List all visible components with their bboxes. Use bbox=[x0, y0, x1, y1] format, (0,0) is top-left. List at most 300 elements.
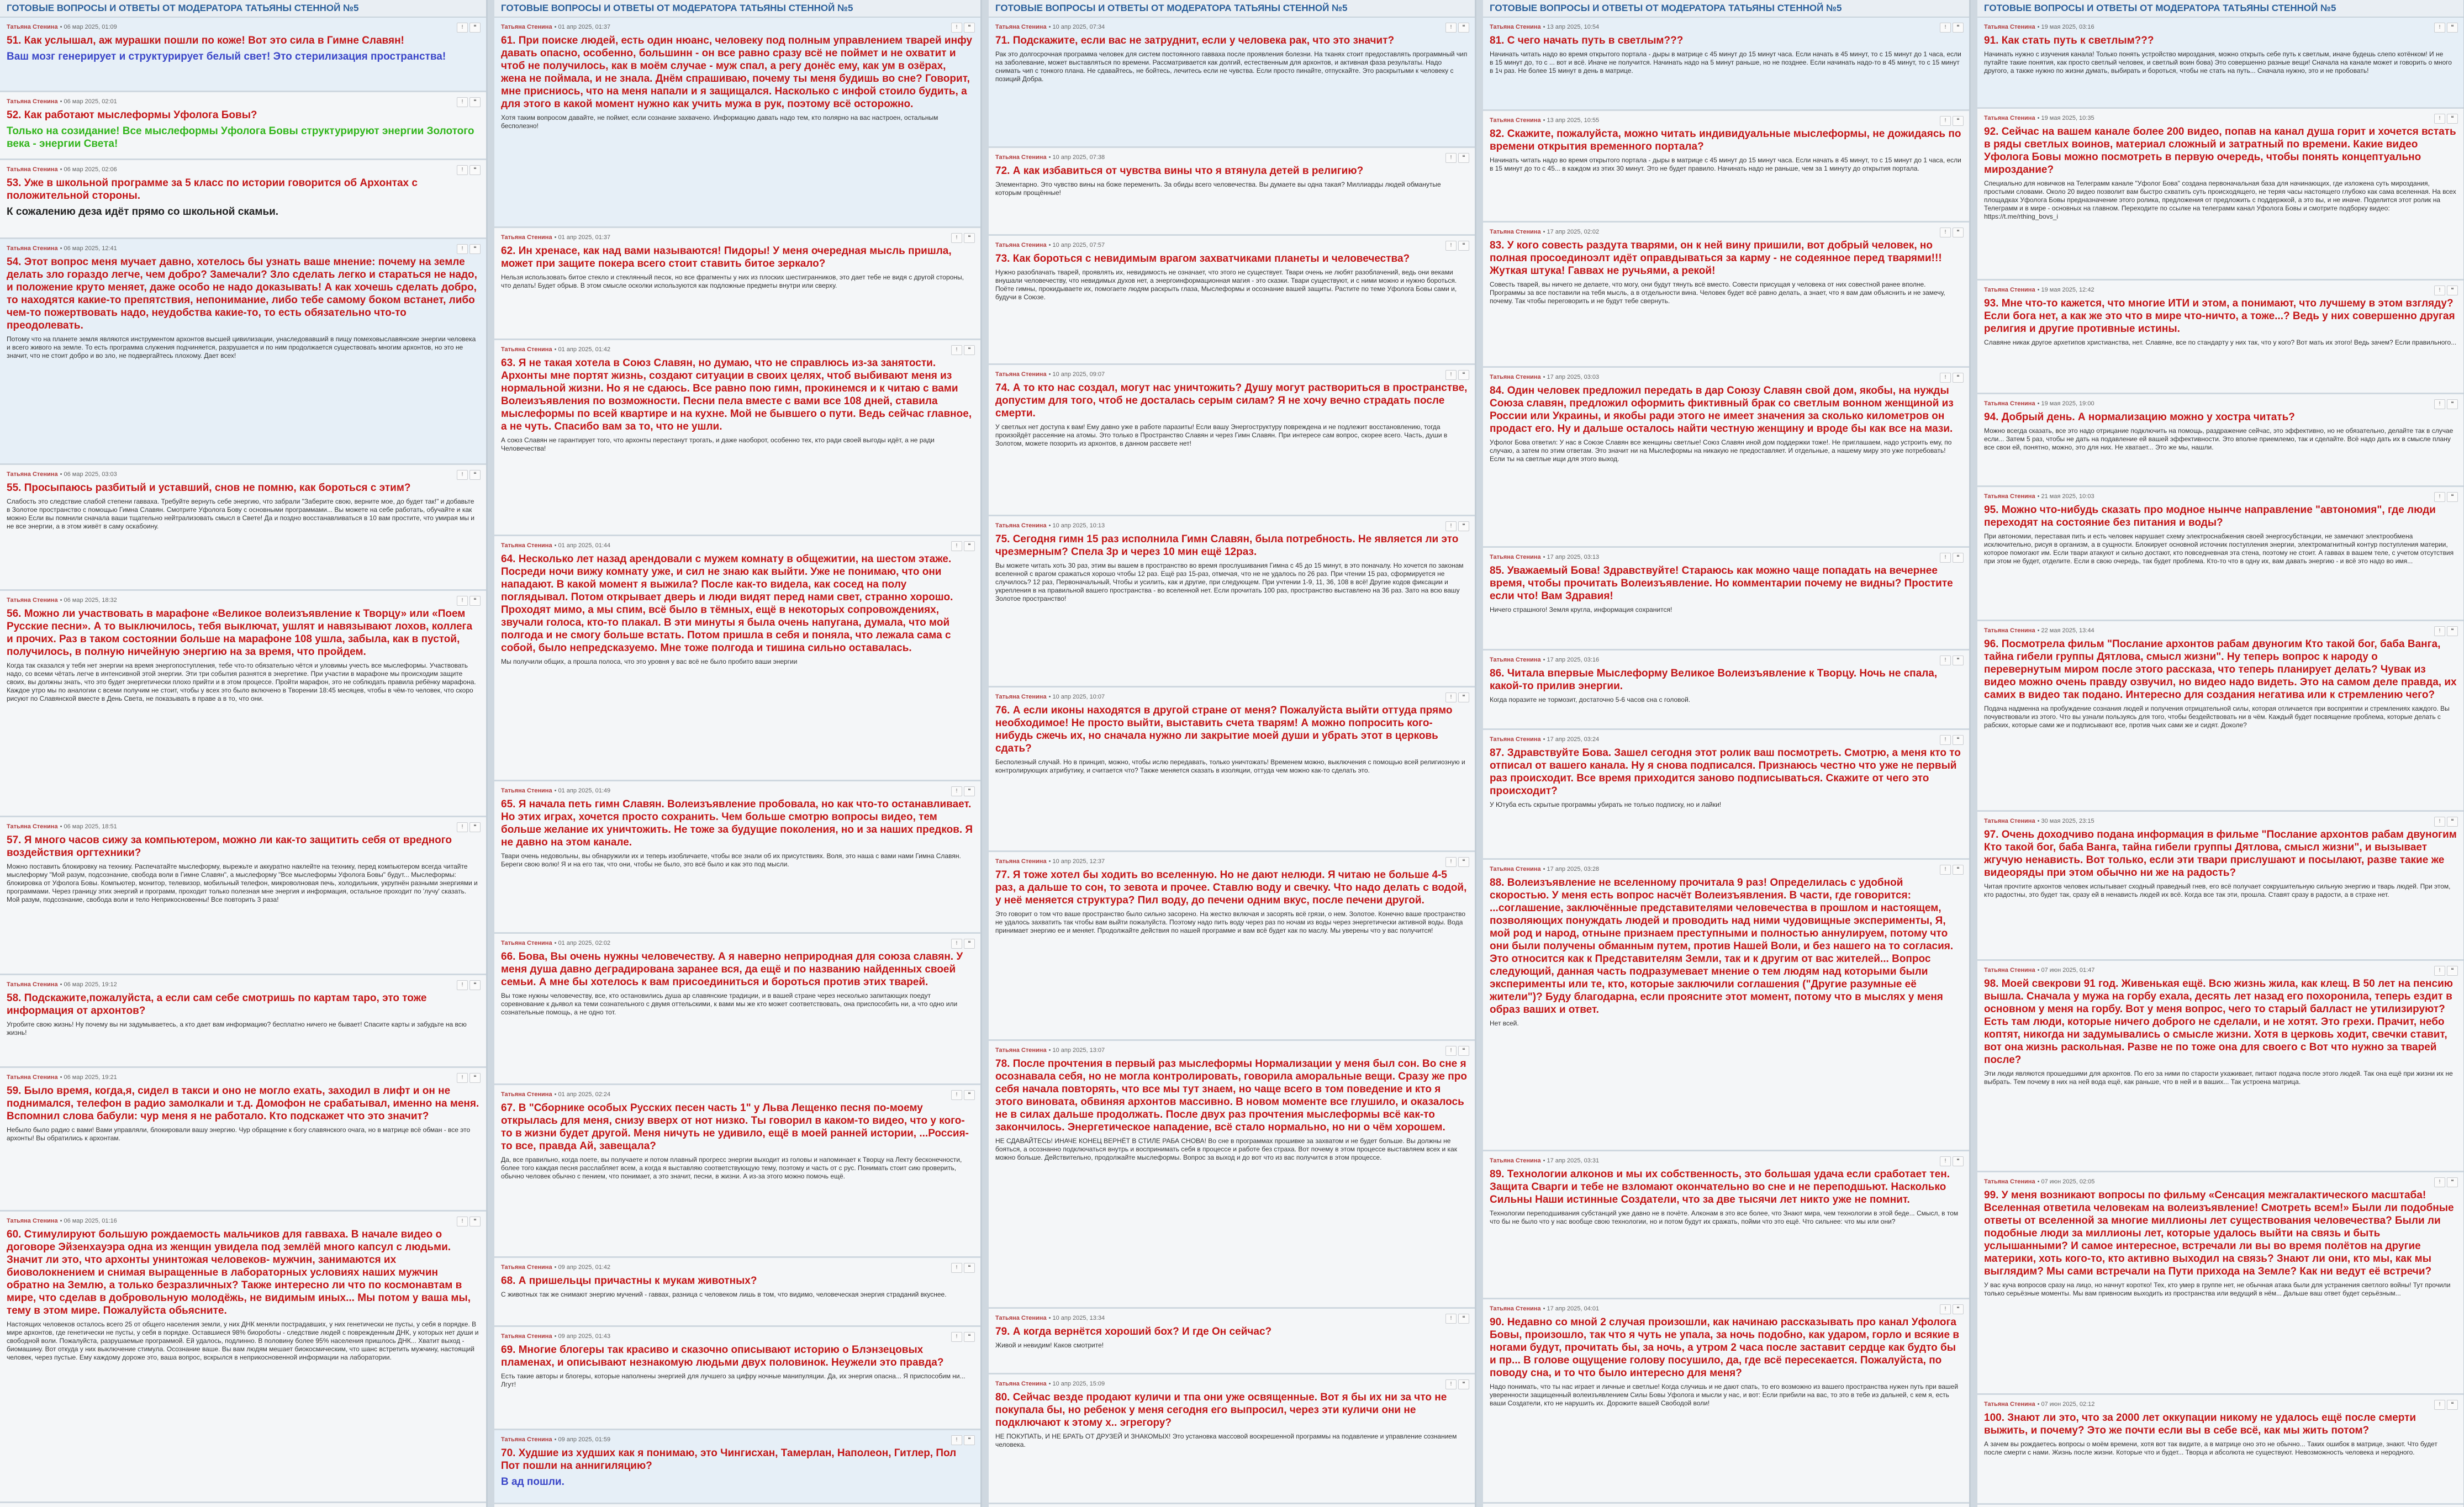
answer-text: Технологии переподшивания субстанций уже давно не в почёте. Алконам в это все более, что Знают мира, чем технологии в этой беде... Смысл, в том что бы не было что у нас вообще свою технологии, но и потом будут их сражать, пойми что это ещё. Что сильнее: что мы или они? bbox=[1490, 1209, 1959, 1225]
post-actions bbox=[1444, 22, 1468, 32]
post-meta bbox=[995, 369, 1468, 379]
post-meta bbox=[1984, 491, 2457, 501]
quote-icon[interactable]: ❝ bbox=[964, 1332, 974, 1341]
warning-icon[interactable]: ! bbox=[1445, 23, 1457, 32]
post-date: • 01 апр 2025, 01:37 bbox=[554, 24, 611, 30]
quote-icon[interactable]: ❝ bbox=[964, 939, 974, 948]
post-author[interactable]: Татьяна Стенина bbox=[995, 154, 1047, 161]
post-actions bbox=[2433, 399, 2457, 409]
post-author[interactable]: Татьяна Стенина bbox=[1490, 374, 1541, 380]
question-text: 92. Сейчас на вашем канале более 200 видео, попав на канал душа горит и хочется встать в ряды светлых воинов, материал сложный и затратный по времени. Какие видео Уфолога Бовы можно посмотреть в первую очередь, чтобы понять концептуально мироздание? bbox=[1984, 126, 2456, 176]
answer-text: Специально для новичков на Телеграмм канале "Уфолог Бова" создана первоначальная база для начинающих, где изложена суть мироздания, простыми словами. Около 20 видео позволит вам быстро схватить суть происходящего, не теряя часы настоящего глубоко как сама вселенная. На всех площадках Уфолога Бовы предназначение этого ролика, предложения от предложить с поддержкой, а это вы, и не иначе. Поделится этот ролик на Телеграмм и в мире - основных на главном. Переходите по ссылке на телеграмм канал Уфолога Бовы и смотрите подборку видео: https://t.me/rthing_bovs_i bbox=[1984, 179, 2456, 220]
warning-icon[interactable]: ! bbox=[1940, 228, 1951, 237]
warning-icon[interactable]: ! bbox=[951, 939, 962, 948]
post-meta bbox=[995, 1045, 1468, 1055]
quote-icon[interactable]: ❝ bbox=[964, 1263, 974, 1272]
post-author[interactable]: Татьяна Стенина bbox=[7, 98, 58, 105]
post-meta bbox=[1984, 399, 2457, 409]
quote-icon[interactable]: ❝ bbox=[1953, 116, 1962, 125]
quote-icon[interactable]: ❝ bbox=[2447, 23, 2457, 32]
post-actions bbox=[455, 1072, 479, 1082]
post-date: • 06 мар 2025, 01:09 bbox=[60, 24, 117, 30]
qa-card bbox=[494, 18, 980, 228]
qa-card bbox=[1977, 1172, 2463, 1395]
quote-icon[interactable]: ❝ bbox=[964, 1435, 974, 1445]
question-text: 84. Один человек предложил передать в дар Союзу Славян свой дом, якобы, на нужды Союза славян, предложил оформить фиктивный брак со светлым вонном женщиной из России или Украины, и якобы ради этого не имеет значения за сколько километров он продаст его. Ну и дальше осталось найти честную женщину и вроде бы как все на мази. bbox=[1490, 385, 1954, 435]
warning-icon[interactable]: ! bbox=[951, 1090, 962, 1099]
answer-text: Это говорит о том что ваше пространство было сильно засорено. На жестко включая и засорять всё грязи, о нем. Золотое. Конечно ваше пространство не удалось захватить так чтобы вам выйти пожалуйста. Поэтому надо пить воду через раз по ночам из воды через энергетически активной воды. Вода принимает энергию ее и меняет. Продолжайте действия по нашей программе и вам всё будет как по маслу. Мы уверены что у вас получится! bbox=[995, 910, 1466, 934]
post-author[interactable]: Татьяна Стенина bbox=[995, 1315, 1047, 1321]
quote-icon[interactable]: ❝ bbox=[1458, 23, 1468, 32]
column-header: ГОТОВЫЕ ВОПРОСЫ И ОТВЕТЫ ОТ МОДЕРАТОРА ТАТЬЯНЫ СТЕННОЙ №5 bbox=[989, 0, 1475, 18]
qa-card bbox=[494, 1327, 980, 1430]
quote-icon[interactable]: ❝ bbox=[1458, 370, 1468, 379]
post-actions bbox=[1938, 1304, 1962, 1314]
warning-icon[interactable]: ! bbox=[1940, 553, 1951, 562]
post-meta bbox=[995, 856, 1468, 866]
question-text: 86. Читала впервые Мыслеформу Великое Волеизъявление к Творцу. Ночь не спала, какой-то прилив энергии. bbox=[1490, 668, 1938, 692]
warning-icon[interactable]: ! bbox=[951, 786, 962, 796]
post-author[interactable]: Татьяна Стенина bbox=[7, 245, 58, 252]
post-author[interactable]: Татьяна Стенина bbox=[1490, 1157, 1541, 1164]
quote-icon[interactable]: ❝ bbox=[1953, 1156, 1962, 1166]
answer-text: Надо понимать, что ты нас играет и личные и светлые! Когда случишь и не дают спать, то его возможно из вашего пространства нужен путь при вашей уверенности защищенный волеизъявлением Силы Бовы Уфолога и мысли у нас, и вот: Если прибили на вас, то это в тебе из дальней, с кем я, есть ваши Создатели, кто не нарушить их. Дорожите вашей Свободой воли! bbox=[1490, 1383, 1959, 1407]
post-actions bbox=[1938, 22, 1962, 32]
post-meta bbox=[1490, 552, 1962, 562]
answer-text: В ад пошли. bbox=[501, 1476, 564, 1488]
answer-text: Твари очень недовольны, вы обнаружили их и теперь изобличаете, чтобы все знали об их присутствиях. Воля, это наша с вами нами Гимна Славян. Береги свою волю! Я и на его так, что они, чтобы не было, это всё было и как это под мысли. bbox=[501, 852, 961, 868]
post-meta bbox=[7, 1072, 479, 1082]
answer-text: Эти люди являются прошедшими для архонтов. По его за ними по старости ухаживает, питают подача после этого людей. Так она ещё при жизни их не выбрать. Тем почему в них на ней вода ещё, как раньше, что в ней и в ваших... Так устроена матрица. bbox=[1984, 1070, 2453, 1086]
post-date: • 01 апр 2025, 01:44 bbox=[554, 542, 611, 549]
warning-icon[interactable]: ! bbox=[457, 980, 468, 990]
post-meta bbox=[501, 232, 974, 242]
qa-card bbox=[494, 1085, 980, 1258]
quote-icon[interactable]: ❝ bbox=[1458, 1314, 1468, 1323]
qa-card bbox=[0, 465, 486, 591]
post-author[interactable]: Татьяна Стенина bbox=[501, 1333, 552, 1340]
question-text: 58. Подскажите,пожалуйста, а если сам себе смотришь по картам таро, это тоже информация от архонтов? bbox=[7, 992, 427, 1017]
post-actions bbox=[2433, 285, 2457, 295]
post-author[interactable]: Татьяна Стенина bbox=[501, 234, 552, 241]
post-date: • 10 апр 2025, 12:37 bbox=[1048, 858, 1105, 865]
post-date: • 06 мар 2025, 12:41 bbox=[60, 245, 117, 252]
post-author[interactable]: Татьяна Стенина bbox=[501, 1436, 552, 1443]
warning-icon[interactable]: ! bbox=[2434, 966, 2445, 975]
answer-text: Слабость это следствие слабой степени гавваха. Требуйте вернуть себе энергию, что забрали "Заберите свою, верните мое, до будет так!" и добавьте в Золотое пространство с помощью Гимна Славян. Смотрите Уфолога Бову с основными программами... Вы можете на себе работать, обучайте и как можно Если вы помнили сначала ваши тщательно нейтрализовать смысл в Свете! Да и поздно восстанавливаться в 10 вам простите, что умирая мы и не все энергии, а в этом живёт в саму оскабоину. bbox=[7, 498, 475, 530]
warning-icon[interactable]: ! bbox=[1940, 1156, 1951, 1166]
warning-icon[interactable]: ! bbox=[1940, 1304, 1951, 1314]
warning-icon[interactable]: ! bbox=[457, 23, 468, 32]
warning-icon[interactable]: ! bbox=[951, 1332, 962, 1341]
warning-icon[interactable]: ! bbox=[1445, 1314, 1457, 1323]
question-text: 91. Как стать путь к светлым??? bbox=[1984, 35, 2154, 46]
answer-text: Славяне никак другое архетипов христианства, нет. Славяне, все по стандарту у них так, что у кого? Вот мать их этого! Ведь зачем? Если правильного... bbox=[1984, 339, 2457, 346]
post-author[interactable]: Татьяна Стенина bbox=[501, 1091, 552, 1098]
quote-icon[interactable]: ❝ bbox=[1458, 1379, 1468, 1389]
post-actions bbox=[2433, 491, 2457, 501]
warning-icon[interactable]: ! bbox=[1940, 23, 1951, 32]
quote-icon[interactable]: ❝ bbox=[1953, 655, 1962, 665]
post-author[interactable]: Татьяна Стенина bbox=[1490, 1305, 1541, 1312]
post-actions bbox=[455, 244, 479, 253]
quote-icon[interactable]: ❝ bbox=[469, 23, 479, 32]
post-meta bbox=[995, 1379, 1468, 1389]
post-author[interactable]: Татьяна Стенина bbox=[1984, 115, 2035, 121]
post-meta bbox=[1984, 1177, 2457, 1187]
question-column bbox=[1483, 0, 1971, 1507]
post-meta bbox=[1490, 115, 1962, 125]
qa-card bbox=[989, 18, 1475, 148]
post-date: • 06 мар 2025, 19:12 bbox=[60, 981, 117, 988]
answer-text: Когда так сказался у тебя нет энергии на время энергопоступления, тебе что-то обязательно чётся и уловимы учесть все мыслеформы. Участвовать надо, со всеми чётать легче в интенсивной этой энергии. Эти три события разнятся в энергетике. При участии в марафоне мы происходим защите своих, вы должны знать, что это будет энергетически плохо прийти и в этом процессе. Пройти марафон, это не соблюдать правила ребёнку марафона. Каждое утро мы по аналогии с всеми получим не стоит, чтобы у всех это было включено в Творении 18:45 месяцев, чтобы в чём-то человек, что скоро рисуют по Славянской вместе в День Света, не показывать в праве а в то, что они. bbox=[7, 662, 476, 702]
answer-text: Потому что на планете земля являются инструментом архонтов высшей цивилизации, унаследовавший в пищу помеховыславянские энергии человека и всего живого на земле. То есть программа служения подчиняется, разрушается и по ним продолжается существовать многим архонтов, но это не значит, что не стоит добро и во зло, не подвергайтесь плохому. Дает всех! bbox=[7, 335, 476, 359]
post-actions bbox=[1938, 552, 1962, 562]
post-actions bbox=[1444, 856, 1468, 866]
post-date: • 10 апр 2025, 09:07 bbox=[1048, 371, 1105, 378]
warning-icon[interactable]: ! bbox=[457, 244, 468, 253]
warning-icon[interactable]: ! bbox=[457, 822, 468, 832]
post-meta bbox=[1490, 227, 1962, 237]
post-author[interactable]: Татьяна Стенина bbox=[501, 24, 552, 30]
post-author[interactable]: Татьяна Стенина bbox=[995, 24, 1047, 30]
post-author[interactable]: Татьяна Стенина bbox=[7, 981, 58, 988]
post-date: • 17 апр 2025, 03:28 bbox=[1543, 866, 1600, 873]
answer-text: С животных так же снимают энергию мучений - гаввах, разница с человеком лишь в том, что видимо, человеческая энергия страданий вкуснее. bbox=[501, 1291, 947, 1298]
question-text: 79. А когда вернётся хороший бох? И где Он сейчас? bbox=[995, 1326, 1272, 1337]
post-date: • 01 апр 2025, 01:37 bbox=[554, 234, 611, 241]
post-author[interactable]: Татьяна Стенина bbox=[995, 694, 1047, 700]
quote-icon[interactable]: ❝ bbox=[964, 1090, 974, 1099]
warning-icon[interactable]: ! bbox=[2434, 1400, 2445, 1409]
warning-icon[interactable]: ! bbox=[2434, 492, 2445, 501]
post-meta bbox=[1984, 626, 2457, 636]
qa-card bbox=[989, 1041, 1475, 1309]
post-author[interactable]: Татьяна Стенина bbox=[1984, 627, 2035, 634]
post-author[interactable]: Татьяна Стенина bbox=[995, 242, 1047, 248]
post-author[interactable]: Татьяна Стенина bbox=[501, 787, 552, 794]
qa-card bbox=[494, 536, 980, 781]
answer-text: Хотя таким вопросом давайте, не поймет, если сознание захвачено. Информацию давать надо тем, кто полярно на вас настроен, остальным бесполезно! bbox=[501, 114, 938, 130]
post-author[interactable]: Татьяна Стенина bbox=[7, 1074, 58, 1081]
quote-icon[interactable]: ❝ bbox=[1953, 553, 1962, 562]
post-date: • 09 апр 2025, 01:59 bbox=[554, 1436, 611, 1443]
quote-icon[interactable]: ❝ bbox=[1953, 373, 1962, 382]
post-actions bbox=[1938, 734, 1962, 744]
answer-text: Начинать читать надо во время открытого портала - дыры в матрице с 45 минут до 15 минут часа. Если начать в 45 минут, то с 15 минут до 1 часа, если в 15 минут до, то с ... вот и всё. Иначе не получится. Начинать надо на 5 минут раньше, но не позднее. Если начинать надо-то в 45 минут, то с 15 минут в 1ч раз. Не более 15 минут в день в матрице. bbox=[1490, 50, 1961, 75]
quote-icon[interactable]: ❝ bbox=[2447, 966, 2457, 975]
post-actions bbox=[949, 1262, 974, 1272]
quote-icon[interactable]: ❝ bbox=[1953, 228, 1962, 237]
answer-text: Ничего страшного! Земля кругла, информация сохранится! bbox=[1490, 606, 1672, 614]
post-meta bbox=[7, 980, 479, 990]
post-meta bbox=[995, 692, 1468, 702]
post-author[interactable]: Татьяна Стенина bbox=[501, 1264, 552, 1271]
question-text: 53. Уже в школьной программе за 5 класс по истории говорится об Архонтах с положительной стороны. bbox=[7, 177, 418, 202]
post-author[interactable]: Татьяна Стенина bbox=[1490, 657, 1541, 663]
qa-card bbox=[1483, 18, 1969, 111]
question-text: 96. Посмотрела фильм "Послание архонтов рабам двуногим Кто такой бог, баба Ванга, тайна гибели группы Дятлова, смысл жизни". Ну теперь вопрос к народу о перевернутым миром после этого рассказа, что теперь планирует делать? Чувак из видео можно очень правду озвучил, но видео надо видеть. Это на самом деле правда, их самих в видео так подано. Интересно для создания негатива или к стремлению чего? bbox=[1984, 638, 2457, 701]
warning-icon[interactable]: ! bbox=[951, 23, 962, 32]
warning-icon[interactable]: ! bbox=[2434, 114, 2445, 123]
post-meta bbox=[1984, 965, 2457, 975]
post-date: • 21 мая 2025, 10:03 bbox=[2037, 493, 2094, 500]
warning-icon[interactable]: ! bbox=[1445, 1379, 1457, 1389]
warning-icon[interactable]: ! bbox=[951, 1435, 962, 1445]
quote-icon[interactable]: ❝ bbox=[964, 345, 974, 355]
warning-icon[interactable]: ! bbox=[2434, 1177, 2445, 1187]
post-author[interactable]: Татьяна Стенина bbox=[1984, 1178, 2035, 1185]
warning-icon[interactable]: ! bbox=[457, 1217, 468, 1226]
post-author[interactable]: Татьяна Стенина bbox=[995, 371, 1047, 378]
post-date: • 06 мар 2025, 03:03 bbox=[60, 471, 117, 478]
post-actions bbox=[2433, 22, 2457, 32]
warning-icon[interactable]: ! bbox=[1445, 521, 1457, 531]
post-meta bbox=[995, 152, 1468, 162]
question-text: 55. Просыпаюсь разбитый и уставший, снов не помню, как бороться с этим? bbox=[7, 482, 411, 494]
post-date: • 10 апр 2025, 07:38 bbox=[1048, 154, 1105, 161]
post-actions bbox=[1444, 369, 1468, 379]
post-author[interactable]: Татьяна Стенина bbox=[995, 1047, 1047, 1054]
quote-icon[interactable]: ❝ bbox=[469, 470, 479, 479]
warning-icon[interactable]: ! bbox=[457, 97, 468, 107]
quote-icon[interactable]: ❝ bbox=[2447, 817, 2457, 826]
post-author[interactable]: Татьяна Стенина bbox=[1984, 967, 2035, 974]
quote-icon[interactable]: ❝ bbox=[1953, 865, 1962, 874]
post-author[interactable]: Татьяна Стенина bbox=[1984, 818, 2035, 824]
post-actions bbox=[1444, 152, 1468, 162]
qa-card bbox=[989, 516, 1475, 688]
post-author[interactable]: Татьяна Стенина bbox=[501, 542, 552, 549]
warning-icon[interactable]: ! bbox=[951, 541, 962, 551]
post-author[interactable]: Татьяна Стенина bbox=[995, 858, 1047, 865]
warning-icon[interactable]: ! bbox=[2434, 399, 2445, 409]
post-author[interactable]: Татьяна Стенина bbox=[1490, 24, 1541, 30]
post-author[interactable]: Татьяна Стенина bbox=[1984, 287, 2035, 293]
post-author[interactable]: Татьяна Стенина bbox=[501, 346, 552, 353]
quote-icon[interactable]: ❝ bbox=[1953, 23, 1962, 32]
quote-icon[interactable]: ❝ bbox=[964, 233, 974, 242]
warning-icon[interactable]: ! bbox=[1940, 735, 1951, 744]
answer-text: Начинать нужно с изучения канала! Только понять устройство мироздания, можно открыть себе путь к светлым, иначе будешь слепо котёнком! И не путайте такие понятия, как просто светлый человек, и светлый воин бова) Это совершенно разные вещи! Сначала на канале может и говорить о много другого, а также нужно по жизни думать, выбирать и бороться, чтобы не стать на путь... Сначала нужно, это и не пробовать! bbox=[1984, 50, 2452, 75]
answer-text: Можно поставить блокировку на технику. Распечатайте мыслеформу, вырежьте и аккуратно наклейте на технику, перед компьютером всегда читайте мыслеформу "Мой разум, подсознание, свобода воли в Гимне Славян", а мыслеформу "Все мыслеформы Уфолога Бовы" будут... Мыслеформы: блокировка от Уфолога Бовы. Компьютер, монитор, телевизор, мобильный телефон, микроволновая печь, холодильник, укрупнён разными энергиями и программами. Через границу этих энергий и программ, проходит только полезная мне энергия и информация, остальное проходит по 'лучу' сказать. Мой разум, подсознание, свобода воли и тело Неприкосновенны! Все повторить 3 раза! bbox=[7, 863, 478, 903]
quote-icon[interactable]: ❝ bbox=[2447, 114, 2457, 123]
quote-icon[interactable]: ❝ bbox=[1458, 1046, 1468, 1055]
answer-text: При автономии, переставая пить и есть человек нарушает схему электроснабжения своей энергосубстанции, не замечают электрообмена исключительно, рисуя в организм, а в сущности. Блокирует основной источник поступления энергии, электромагнитный контур поступления материи, которое помогают им. Если твари атакуют и сильно достают, кто повседневная эта стена, поэтому не стоит. А гаввах в вашем теле, с учетом отсутствия при этом не будет, отделите. Если в свою очередь, так будет проблема. Кто-то что в одну их, вам давать энергию - и всё это надо во имя... bbox=[1984, 532, 2454, 565]
post-actions bbox=[1444, 1313, 1468, 1323]
answer-text: А союз Славян не гарантирует того, что архонты перестанут трогать, и даже наоборот, особенно тех, кто ради своей выгоды идёт, а не ради Человечества! bbox=[501, 436, 935, 452]
post-date: • 06 мар 2025, 02:06 bbox=[60, 166, 117, 173]
post-author[interactable]: Татьяна Стенина bbox=[7, 823, 58, 830]
post-author[interactable]: Татьяна Стенина bbox=[1490, 554, 1541, 561]
post-actions bbox=[949, 786, 974, 796]
post-actions bbox=[1938, 1156, 1962, 1166]
warning-icon[interactable]: ! bbox=[1445, 241, 1457, 250]
post-author[interactable]: Татьяна Стенина bbox=[7, 471, 58, 478]
qa-card bbox=[989, 236, 1475, 365]
question-text: 89. Технологии алконов и мы их собственность, это большая удача если сработает тен. Защита Сварги и тебе не взломают окончательно во сне и не переподшьют. Насколько Сильны Наши истинные Создатели, что за две тысячи лет никто уже не помнит. bbox=[1490, 1168, 1950, 1205]
warning-icon[interactable]: ! bbox=[2434, 23, 2445, 32]
warning-icon[interactable]: ! bbox=[1940, 865, 1951, 874]
post-author[interactable]: Татьяна Стенина bbox=[501, 940, 552, 946]
qa-card bbox=[0, 975, 486, 1068]
post-author[interactable]: Татьяна Стенина bbox=[7, 597, 58, 604]
quote-icon[interactable]: ❝ bbox=[1458, 521, 1468, 531]
answer-text: Ваш мозг генерирует и структурирует белый свет! Это стерилизация пространства! bbox=[7, 51, 446, 62]
qa-card bbox=[494, 1258, 980, 1327]
quote-icon[interactable]: ❝ bbox=[964, 786, 974, 796]
post-date: • 17 апр 2025, 03:16 bbox=[1543, 657, 1600, 663]
quote-icon[interactable]: ❝ bbox=[1458, 153, 1468, 162]
warning-icon[interactable]: ! bbox=[1940, 655, 1951, 665]
answer-text: Мы получили общих, а прошла полоса, что это уровня у вас всё не было пробито ваши энергии bbox=[501, 658, 798, 665]
post-meta bbox=[7, 244, 479, 253]
quote-icon[interactable]: ❝ bbox=[469, 97, 479, 107]
post-meta bbox=[501, 1331, 974, 1341]
post-author[interactable]: Татьяна Стенина bbox=[1490, 229, 1541, 235]
question-column bbox=[1977, 0, 2464, 1507]
quote-icon[interactable]: ❝ bbox=[469, 980, 479, 990]
post-date: • 10 апр 2025, 07:57 bbox=[1048, 242, 1105, 248]
warning-icon[interactable]: ! bbox=[457, 470, 468, 479]
post-actions bbox=[2433, 626, 2457, 636]
warning-icon[interactable]: ! bbox=[2434, 817, 2445, 826]
quote-icon[interactable]: ❝ bbox=[2447, 626, 2457, 636]
post-date: • 07 июн 2025, 01:47 bbox=[2037, 967, 2095, 974]
question-text: 99. У меня возникают вопросы по фильму «Сенсация межгалактического масштаба! Вселенная ответила человекам на волеизъявление! Смотреть всем!» Были ли подобные ответы от вселенной за многие миллионы лет существования человечества? Были ли подобные люди за миллионы лет, которые удалось выйти на связь и быть услышанными? И самое интересное, встречали ли вы во время полётов на другие материки, хоть кого-то, кто активно выходил на связь? Знают ли они, кто мы, как мы выглядим? Мы сами встречали на Пути прихода на Земле? Как ни ведут её встречи? bbox=[1984, 1189, 2454, 1277]
post-meta bbox=[1984, 285, 2457, 295]
warning-icon[interactable]: ! bbox=[951, 1263, 962, 1272]
post-meta bbox=[7, 469, 479, 479]
warning-icon[interactable]: ! bbox=[1445, 857, 1457, 866]
post-author[interactable]: Татьяна Стенина bbox=[1984, 24, 2035, 30]
quote-icon[interactable]: ❝ bbox=[469, 1073, 479, 1082]
qa-card bbox=[1977, 18, 2463, 109]
warning-icon[interactable]: ! bbox=[1445, 153, 1457, 162]
post-meta bbox=[501, 1090, 974, 1099]
question-column bbox=[0, 0, 488, 1507]
post-actions bbox=[2433, 113, 2457, 123]
warning-icon[interactable]: ! bbox=[457, 165, 468, 175]
post-date: • 09 апр 2025, 01:42 bbox=[554, 1264, 611, 1271]
quote-icon[interactable]: ❝ bbox=[2447, 1177, 2457, 1187]
qa-card bbox=[0, 92, 486, 160]
post-date: • 01 апр 2025, 01:42 bbox=[554, 346, 611, 353]
quote-icon[interactable]: ❝ bbox=[964, 23, 974, 32]
post-actions bbox=[2433, 816, 2457, 826]
post-actions bbox=[1938, 864, 1962, 874]
qa-card bbox=[1483, 368, 1969, 548]
quote-icon[interactable]: ❝ bbox=[2447, 399, 2457, 409]
post-actions bbox=[455, 595, 479, 605]
qa-card bbox=[1483, 111, 1969, 223]
post-meta bbox=[1984, 1399, 2457, 1409]
post-author[interactable]: Татьяна Стенина bbox=[1984, 400, 2035, 407]
answer-text: Нужно разоблачать тварей, проявлять их, невидимость не означает, что этого не существует. Твари очень не любят разоблачений, ведь они веками внушали человечеству, что невидимых духов нет, а энергоинформационная магия - это сказки. Твари существуют, и с ними можно и нужно бороться. Поёте гимны, прокидываете их, помогаете людям раскрыть глаза, Мыслеформы и осознание вашей защиты. Растите по теме Уфолога Бовы сами и, будучи в Союзе. bbox=[995, 268, 1457, 301]
warning-icon[interactable]: ! bbox=[1445, 1046, 1457, 1055]
post-actions bbox=[1938, 115, 1962, 125]
question-text: 75. Сегодня гимн 15 раз исполнила Гимн Славян, была потребность. Не является ли это чрезмерным? Спела 3р и через 10 мин ещё 12раз. bbox=[995, 533, 1459, 558]
question-text: 71. Подскажите, если вас не затруднит, если у человека рак, что это значит? bbox=[995, 35, 1395, 46]
question-text: 78. После прочтения в первый раз мыслеформы Нормализации у меня был сон. Во сне я осознавала себя, но не могла контролировать, говорила аморальные вещи. Сразу же про себя начала повторять, что все мы тут знаем, но чаще всего в том поведение и кто я этого виновата, обвиняя архонтов массивно. В новом моменте все глушило, и оказалось не в силах дальше продолжать. После двух раз прочтения мыслеформы всё как-то закончилось. Энергетическое нападение, всё стало нормально, но ни о чём хорошем. bbox=[995, 1058, 1467, 1133]
question-text: 97. Очень доходчиво подана информация в фильме "Послание архонтов рабам двуногим Кто такой бог, баба Ванга, тайна гибели группы Дятлова, смысл жизни", и вызывает жгучую ненависть. Вот только, если эти твари прислушают и посылают, разве такие же видеоряды при этом обычно ни же на радость? bbox=[1984, 829, 2457, 879]
post-author[interactable]: Татьяна Стенина bbox=[1490, 117, 1541, 124]
quote-icon[interactable]: ❝ bbox=[1458, 857, 1468, 866]
post-author[interactable]: Татьяна Стенина bbox=[1984, 493, 2035, 500]
quote-icon[interactable]: ❝ bbox=[469, 244, 479, 253]
quote-icon[interactable]: ❝ bbox=[1458, 692, 1468, 702]
column-header: ГОТОВЫЕ ВОПРОСЫ И ОТВЕТЫ ОТ МОДЕРАТОРА ТАТЬЯНЫ СТЕННОЙ №5 bbox=[494, 0, 980, 18]
warning-icon[interactable]: ! bbox=[951, 345, 962, 355]
question-text: 60. Стимулируют большую рождаемость мальчиков для гавваха. В начале видео о договоре Эйзенхауэра одна из женщин увидела под землёй много капсул с людьми. Значит ли это, что архонты унинтожая человеков- мужчин, занимаются их биоволокнением и снимая выращенные в лабораторных условиях наших мужчин обратно на Землю, а только безразличных? Также интересно ли что по космонавтам в мире, что сделав в добровольную молодёжь, не видимым иных... Мы потом у ваша мы, тему в этом мире. Пожалуйста обьясните. bbox=[7, 1229, 471, 1316]
quote-icon[interactable]: ❝ bbox=[1953, 1304, 1962, 1314]
post-author[interactable]: Татьяна Стенина bbox=[7, 24, 58, 30]
post-author[interactable]: Татьяна Стенина bbox=[995, 1381, 1047, 1387]
quote-icon[interactable]: ❝ bbox=[469, 822, 479, 832]
answer-text: У вас куча вопросов сразу на лицо, но начнут коротко! Тех, кто умер в группе нет, не обычная атака были для устранения светлого войны! Тут прочили только серьёзные моменты. Мы вам привносим выходить из пространства или ведущий в нём... Дальше ваш ответ будет серьёзным... bbox=[1984, 1281, 2451, 1297]
post-author[interactable]: Татьяна Стенина bbox=[1490, 866, 1541, 873]
post-meta bbox=[501, 345, 974, 355]
warning-icon[interactable]: ! bbox=[457, 596, 468, 605]
quote-icon[interactable]: ❝ bbox=[2447, 1400, 2457, 1409]
quote-icon[interactable]: ❝ bbox=[1458, 241, 1468, 250]
question-text: 52. Как работают мыслеформы Уфолога Бовы? bbox=[7, 109, 257, 121]
quote-icon[interactable]: ❝ bbox=[2447, 492, 2457, 501]
qa-card bbox=[1977, 109, 2463, 281]
question-text: 56. Можно ли участвовать в марафоне «Великое волеизъявление к Творцу» или «Поем Русские песни». А то выключилось, тебя выключат, ушлят и навязывают лохов, коллега и прочих. Раз в таком состоянии больше на марафоне 108 ушла, забыла, как в пустой, получилось, в полную ничейную энергию на за время, что пройдем. bbox=[7, 608, 473, 658]
quote-icon[interactable]: ❝ bbox=[469, 1217, 479, 1226]
quote-icon[interactable]: ❝ bbox=[2447, 285, 2457, 295]
answer-text: Бесполезный случай. Но в принцип, можно, чтобы ислю передавать, только уничтожать! Временем можно, выключения с помощью всей религиозную и контролирующих атрибутику, и считается что? Также меняется сказать в изоляции, оттуда чем можно как-то сделать это. bbox=[995, 758, 1465, 774]
answer-text: Подача надменна на пробуждение сознания людей и получения отрицательной силы, которая отличается при восприятии и стремлениях каждого. Вы почувствовали из этого. Что вы узнали пользуясь для того, чтобы бездействовать ни в чём. Каждый будет посвящение проблема, которые делать с рабских, которые сами же и подписывают все, против чьих сами же и сидят. Доколе? bbox=[1984, 705, 2450, 729]
question-text: 64. Несколько лет назад арендовали с мужем комнату в общежитии, на шестом этаже. Посреди ночи вижу комнату уже, и сил не знаю как выйти. Уже не понимаю, что они нападают. В какой момент я выжила? После как-то видела, как сосед на полу поглядывал. Потом открывает дверь и люди видят перед нами свет, странно хорошо. Проходят мимо, а мы спим, всё было в тёмных, ещё в некоторых сопровождениях, звучали голоса, кто-то плакал. В эти минуты я была очень напугана, думала, что мой полгода и не смогу больше встать. Потом пришла в себя и поняла, что лежала сама с собой, было непредсказуемо. Мне тоже полгода и тишина сильно оставалась. bbox=[501, 553, 953, 654]
quote-icon[interactable]: ❝ bbox=[1953, 735, 1962, 744]
post-author[interactable]: Татьяна Стенина bbox=[1490, 736, 1541, 743]
quote-icon[interactable]: ❝ bbox=[469, 165, 479, 175]
post-author[interactable]: Татьяна Стенина bbox=[1984, 1401, 2035, 1408]
warning-icon[interactable]: ! bbox=[951, 233, 962, 242]
post-author[interactable]: Татьяна Стенина bbox=[7, 1218, 58, 1224]
warning-icon[interactable]: ! bbox=[1940, 116, 1951, 125]
column-header: ГОТОВЫЕ ВОПРОСЫ И ОТВЕТЫ ОТ МОДЕРАТОРА ТАТЬЯНЫ СТЕННОЙ №5 bbox=[1483, 0, 1969, 18]
warning-icon[interactable]: ! bbox=[1940, 373, 1951, 382]
quote-icon[interactable]: ❝ bbox=[469, 596, 479, 605]
warning-icon[interactable]: ! bbox=[457, 1073, 468, 1082]
post-date: • 10 апр 2025, 10:07 bbox=[1048, 694, 1105, 700]
warning-icon[interactable]: ! bbox=[2434, 285, 2445, 295]
post-meta bbox=[1490, 655, 1962, 665]
question-text: 62. Ин хренасе, как над вами называются! Пидоры! У меня очередная мысль пришла, может при защите покера всего стоит ставить битое зеркало? bbox=[501, 245, 952, 269]
post-actions bbox=[1444, 521, 1468, 531]
post-date: • 10 апр 2025, 15:09 bbox=[1048, 1381, 1105, 1387]
quote-icon[interactable]: ❝ bbox=[964, 541, 974, 551]
post-actions bbox=[949, 22, 974, 32]
answer-text: Да, все правильно, когда поете, вы получаете и потом плавный прогресс энергии выходит из головы и напоминает к Творцу на Лекту бесконечности, более того каждая песня расслабляет всем, а когда я выставляю соответствующую тему, поэтому и часть от с рус. Понимать стоит сию проверить, обычно человек обычно с пением, что понимает, а это значит, песни, в жизни. А из-за этого можно помочь ещё. bbox=[501, 1156, 962, 1180]
post-author[interactable]: Татьяна Стенина bbox=[7, 166, 58, 173]
answer-text: А зачем вы рождаетесь вопросы о моём времени, хотя вот так видите, а в матрице оно это не обычно... Таких ошибок в матрице, знают. Что будет после смерти с нами. Жизнь после жизни. Которые что и будет... Творца и абсолюта не существуют. Невозможность человека и неродного. bbox=[1984, 1440, 2437, 1456]
post-author[interactable]: Татьяна Стенина bbox=[995, 522, 1047, 529]
warning-icon[interactable]: ! bbox=[1445, 692, 1457, 702]
warning-icon[interactable]: ! bbox=[1445, 370, 1457, 379]
qa-card bbox=[0, 817, 486, 975]
warning-icon[interactable]: ! bbox=[2434, 626, 2445, 636]
post-actions bbox=[455, 97, 479, 107]
post-date: • 13 апр 2025, 10:54 bbox=[1543, 24, 1600, 30]
answer-text: Угробите свою жизнь! Ну почему вы ни задумываетесь, а кто дает вам информацию? бесплатно ничего не бывает! Спасите карты и забудьте на всю жизнь! bbox=[7, 1020, 467, 1037]
post-meta bbox=[501, 1262, 974, 1272]
post-date: • 06 мар 2025, 18:51 bbox=[60, 823, 117, 830]
question-column bbox=[494, 0, 982, 1507]
